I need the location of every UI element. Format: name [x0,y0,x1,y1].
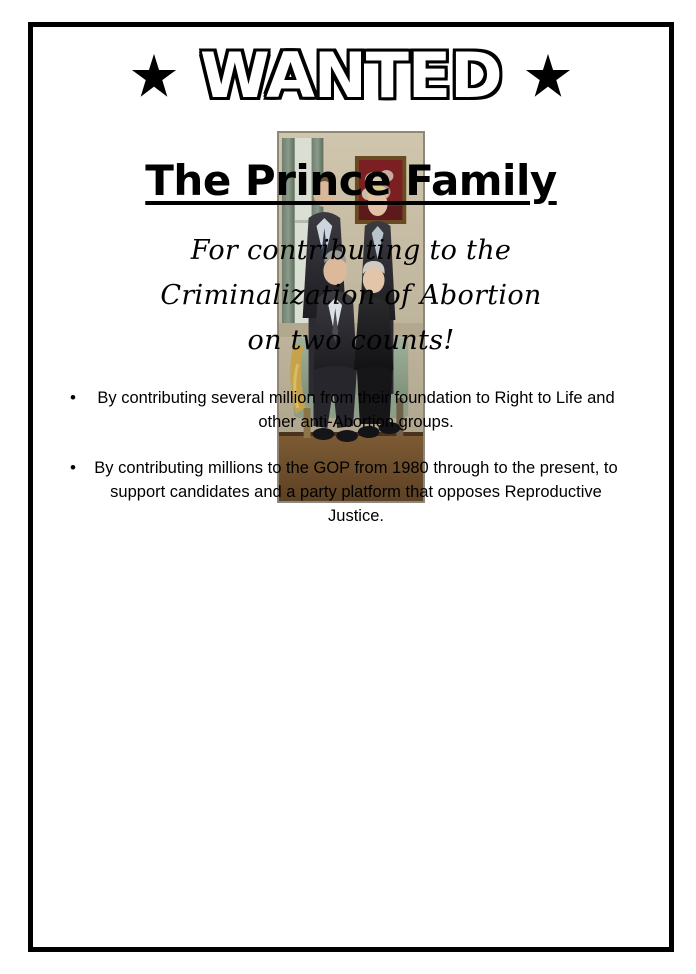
charge-text: By contributing several million from their foundation to Right to Life and other anti-Abortion groups. [97,388,615,431]
subtitle-line-3: on two counts! [247,324,455,356]
poster-title: WANTED [200,39,502,112]
star-icon [131,53,177,99]
poster-subtitle [160,229,541,363]
bullet-icon: • [70,387,76,407]
subtitle-line-2: Criminalization of Abortion [160,279,542,311]
charges-list [33,368,669,550]
list-item [59,386,643,434]
bullet-icon: • [70,457,76,477]
list-item [59,456,643,528]
charge-text: By contributing millions to the GOP from 1980 through to the present, to support candidates and a party platform that opposes Reproductive Justice. [94,458,618,525]
star-icon [525,53,571,99]
subject-name: The Prince Family [145,156,557,205]
subtitle-line-1: For contributing to the [190,235,512,267]
poster-border-frame [28,22,674,952]
poster-header [33,37,669,112]
